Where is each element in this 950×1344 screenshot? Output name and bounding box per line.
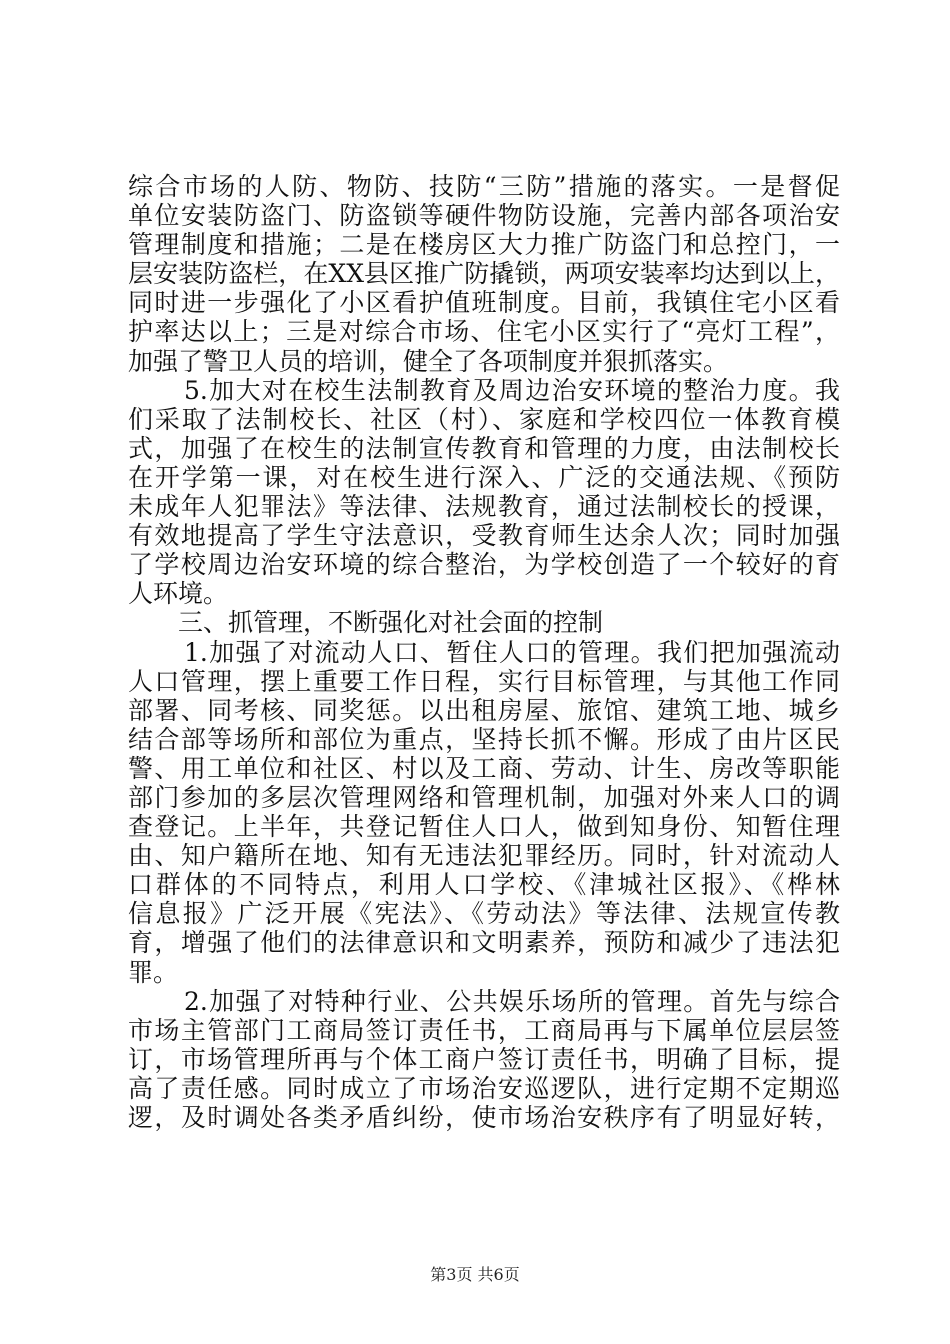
text-line: 单位安装防盗门、防盗锁等硬件物防设施，完善内部各项治安 — [128, 201, 840, 231]
text-line: 5.加大对在校生法制教育及周边治安环境的整治力度。我 — [184, 375, 840, 405]
text-line: 层安装防盗栏，在XX县区推广防撬锁，两项安装率均达到以上， — [128, 259, 840, 289]
text-line: 有效地提高了学生守法意识，受教育师生达余人次；同时加强 — [128, 521, 840, 551]
text-line: 警、用工单位和社区、村以及工商、劳动、计生、房改等职能 — [128, 753, 840, 783]
text-line: 口群体的不同特点，利用人口学校、《津城社区报》、《桦林 — [128, 870, 840, 900]
text-line: 在开学第一课，对在校生进行深入、广泛的交通法规、《预防 — [128, 462, 840, 492]
text-line: 育，增强了他们的法律意识和文明素养，预防和减少了违法犯 — [128, 928, 840, 958]
text-line: 逻，及时调处各类矛盾纠纷，使市场治安秩序有了明显好转， — [128, 1103, 840, 1132]
text-line: 结合部等场所和部位为重点，坚持长抓不懈。形成了由片区民 — [128, 724, 840, 754]
text-line: 信息报》广泛开展《宪法》、《劳动法》等法律、法规宣传教 — [128, 899, 840, 929]
text-line: 管理制度和措施；二是在楼房区大力推广防盗门和总控门，一 — [128, 230, 840, 260]
text-line: 人口管理，摆上重要工作日程，实行目标管理，与其他工作同 — [128, 666, 840, 696]
text-line: 三、抓管理，不断强化对社会面的控制 — [178, 608, 604, 638]
page-footer: 第3页 共6页 — [430, 1265, 520, 1284]
text-line: 部署、同考核、同奖惩。以出租房屋、旅馆、建筑工地、城乡 — [128, 695, 840, 725]
text-line: 加强了警卫人员的培训，健全了各项制度并狠抓落实。 — [128, 346, 729, 376]
text-line: 订，市场管理所再与个体工商户签订责任书，明确了目标，提 — [128, 1044, 840, 1074]
document-body — [128, 172, 840, 1132]
text-line: 2.加强了对特种行业、公共娱乐场所的管理。首先与综合 — [184, 986, 840, 1016]
text-line: 罪。 — [128, 957, 179, 987]
text-line: 式，加强了在校生的法制宣传教育和管理的力度，由法制校长 — [128, 433, 840, 463]
text-line: 1.加强了对流动人口、暂住人口的管理。我们把加强流动 — [184, 637, 840, 667]
text-line: 了学校周边治安环境的综合整治，为学校创造了一个较好的育 — [128, 550, 840, 580]
text-line: 市场主管部门工商局签订责任书，工商局再与下属单位层层签 — [128, 1015, 840, 1045]
text-line: 由、知户籍所在地、知有无违法犯罪经历。同时，针对流动人 — [128, 841, 840, 871]
text-line: 综合市场的人防、物防、技防“三防”措施的落实。一是督促 — [128, 172, 840, 201]
text-line: 查登记。上半年，共登记暂住人口人，做到知身份、知暂住理 — [128, 812, 840, 842]
text-line: 人环境。 — [128, 579, 229, 609]
text-line: 护率达以上；三是对综合市场、住宅小区实行了“亮灯工程”， — [128, 317, 840, 347]
text-line: 高了责任感。同时成立了市场治安巡逻队，进行定期不定期巡 — [128, 1073, 840, 1103]
text-line: 未成年人犯罪法》等法律、法规教育，通过法制校长的授课， — [128, 492, 840, 522]
text-line: 同时进一步强化了小区看护值班制度。目前，我镇住宅小区看 — [128, 288, 840, 318]
text-line: 们采取了法制校长、社区（村）、家庭和学校四位一体教育模 — [128, 404, 840, 434]
text-line: 部门参加的多层次管理网络和管理机制，加强对外来人口的调 — [128, 782, 840, 812]
